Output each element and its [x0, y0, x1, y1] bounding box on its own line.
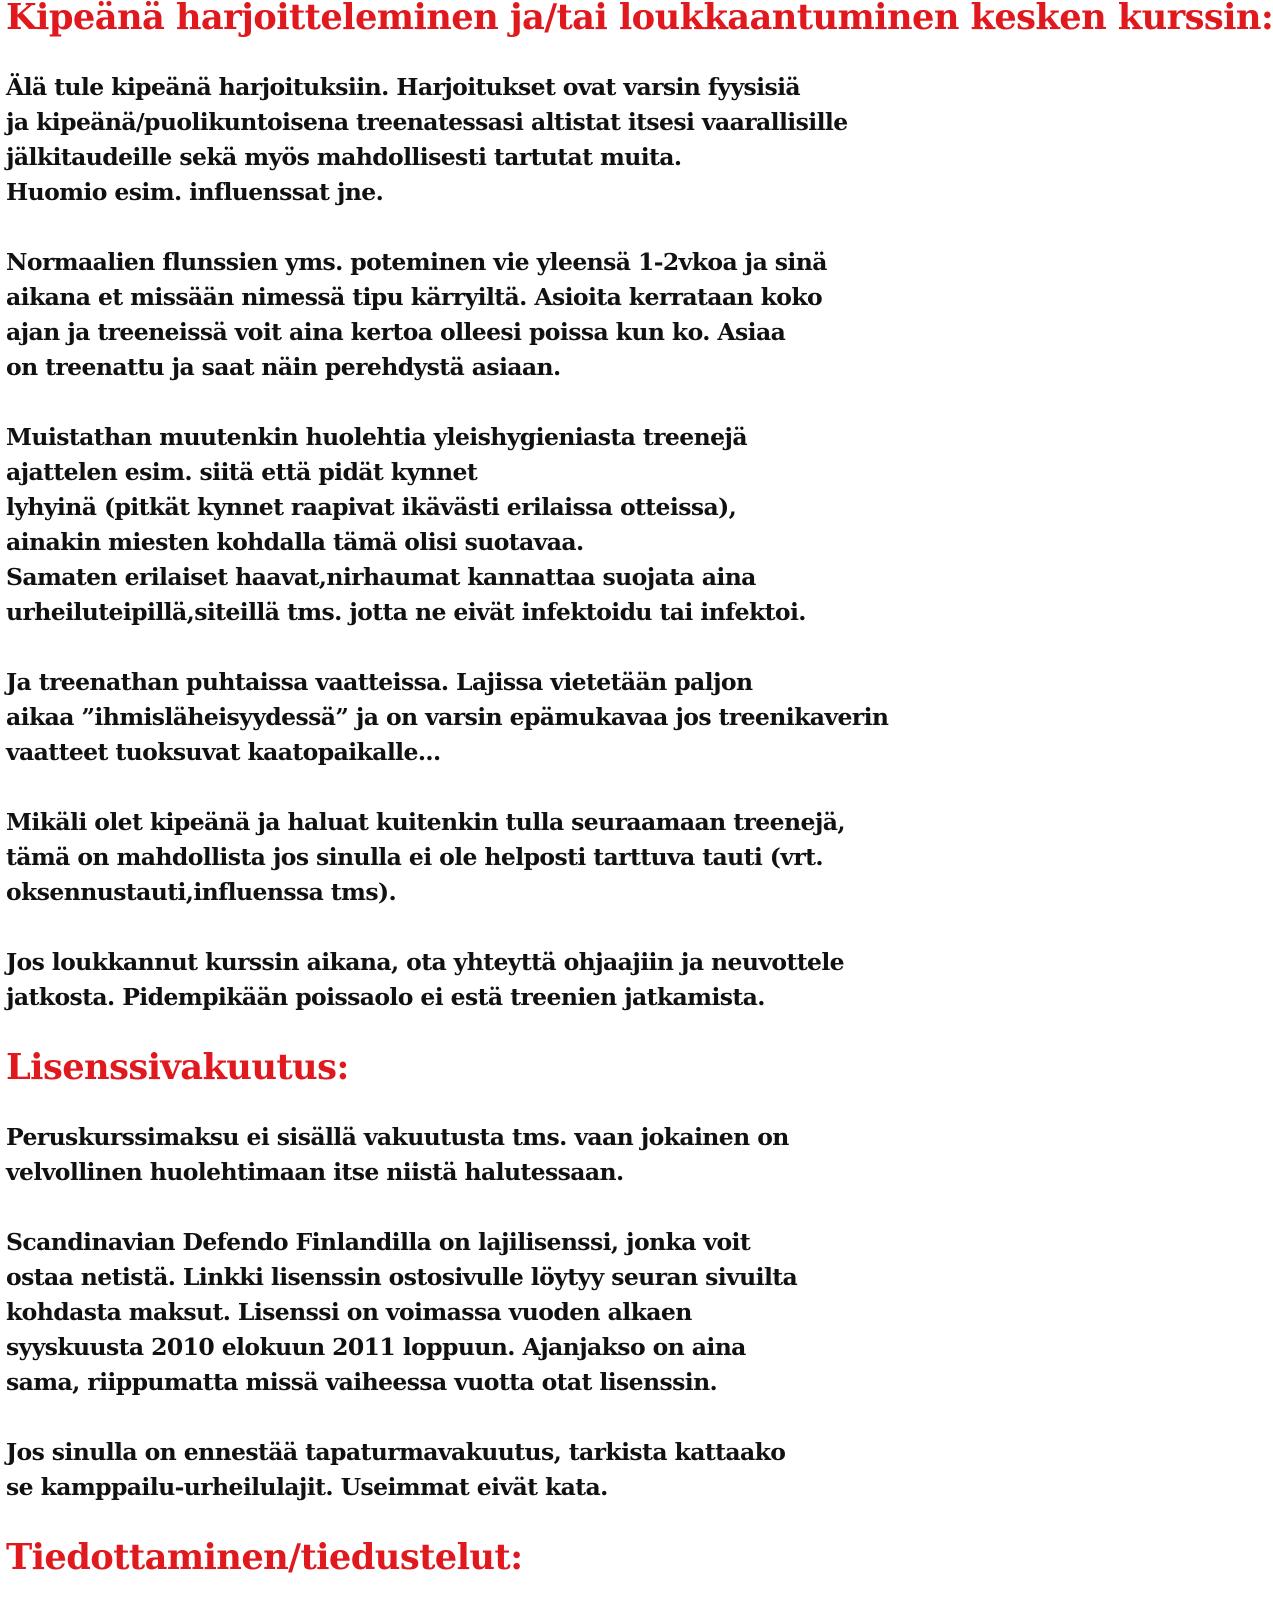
paragraph [6, 1225, 954, 1400]
text-line: aikaa ”ihmisläheisyydessä” ja on varsin epämukavaa jos treenikaverin [6, 703, 889, 731]
paragraph [6, 945, 954, 1015]
text-line: oksennustauti,influenssa tms). [6, 878, 397, 906]
text-line: aikana et missään nimessä tipu kärryiltä. Asioita kerrataan koko [6, 283, 823, 311]
text-line: Scandinavian Defendo Finlandilla on lajilisenssi, jonka voit [6, 1228, 751, 1256]
paragraph-gap [6, 1400, 954, 1435]
text-line: Ja treenathan puhtaissa vaatteissa. Lajissa vietetään paljon [6, 668, 753, 696]
text-line: Jos loukkannut kurssin aikana, ota yhteyttä ohjaajiin ja neuvottele [6, 948, 845, 976]
text-line: vaatteet tuoksuvat kaatopaikalle... [6, 738, 441, 766]
text-line: Mikäli olet kipeänä ja haluat kuitenkin tulla seuraamaan treenejä, [6, 808, 845, 836]
text-line: Muistathan muutenkin huolehtia yleishygieniasta treenejä [6, 423, 747, 451]
paragraph-gap [6, 630, 954, 665]
section-license-insurance [6, 1047, 954, 1540]
text-line: Älä tule kipeänä harjoituksiin. Harjoitukset ovat varsin fyysisiä [6, 73, 801, 101]
paragraph-gap [6, 35, 954, 70]
text-line: urheiluteipillä,siteillä tms. jotta ne eivät infektoidu tai infektoi. [6, 598, 806, 626]
document-page [6, 0, 1273, 1578]
text-line: se kamppailu-urheilulajit. Useimmat eivät kata. [6, 1473, 608, 1501]
text-line: syyskuusta 2010 elokuun 2011 loppuun. Ajanjakso on aina [6, 1333, 746, 1361]
text-line: tämä on mahdollista jos sinulla ei ole helposti tarttuva tauti (vrt. [6, 843, 823, 871]
text-line: velvollinen huolehtimaan itse niistä halutessaan. [6, 1158, 624, 1186]
text-line: jatkosta. Pidempikään poissaolo ei estä treenien jatkamista. [6, 983, 765, 1011]
text-line: Normaalien flunssien yms. poteminen vie yleensä 1-2vkoa ja sinä [6, 248, 827, 276]
text-line: lyhyinä (pitkät kynnet raapivat ikävästi erilaissa otteissa), [6, 493, 737, 521]
text-line: Huomio esim. influenssat jne. [6, 178, 384, 206]
paragraph-gap [6, 910, 954, 945]
section-heading: Lisenssivakuutus: [6, 1047, 349, 1088]
paragraph-gap [6, 1190, 954, 1225]
section-illness-injury [6, 0, 1273, 1050]
text-line: kohdasta maksut. Lisenssi on voimassa vuoden alkaen [6, 1298, 692, 1326]
paragraph-gap [6, 1505, 954, 1540]
section-heading: Kipeänä harjoitteleminen ja/tai loukkaantuminen kesken kurssin: [6, 0, 1273, 38]
text-line: Jos sinulla on ennestää tapaturmavakuutus, tarkista kattaako [6, 1438, 786, 1466]
paragraph-gap [6, 1015, 954, 1050]
paragraph [6, 70, 954, 210]
section-information [6, 1537, 954, 1578]
paragraph [6, 245, 954, 385]
paragraph [6, 1120, 954, 1190]
text-line: ainakin miesten kohdalla tämä olisi suotavaa. [6, 528, 584, 556]
paragraph [6, 1435, 954, 1505]
paragraph [6, 805, 954, 910]
text-line: jälkitaudeille sekä myös mahdollisesti tartutat muita. [6, 143, 682, 171]
paragraph [6, 420, 954, 630]
text-line: Samaten erilaiset haavat,nirhaumat kannattaa suojata aina [6, 563, 756, 591]
section-heading: Tiedottaminen/tiedustelut: [6, 1537, 523, 1578]
text-line: ajan ja treeneissä voit aina kertoa olleesi poissa kun ko. Asiaa [6, 318, 786, 346]
text-line: Peruskurssimaksu ei sisällä vakuutusta tms. vaan jokainen on [6, 1123, 789, 1151]
text-line: sama, riippumatta missä vaiheessa vuotta otat lisenssin. [6, 1368, 718, 1396]
text-line: ostaa netistä. Linkki lisenssin ostosivulle löytyy seuran sivuilta [6, 1263, 798, 1291]
paragraph-gap [6, 210, 954, 245]
text-line: ajattelen esim. siitä että pidät kynnet [6, 458, 478, 486]
paragraph-gap [6, 385, 954, 420]
text-line: on treenattu ja saat näin perehdystä asiaan. [6, 353, 561, 381]
text-line: ja kipeänä/puolikuntoisena treenatessasi altistat itsesi vaarallisille [6, 108, 848, 136]
paragraph [6, 665, 954, 770]
paragraph-gap [6, 770, 954, 805]
paragraph-gap [6, 1085, 954, 1120]
